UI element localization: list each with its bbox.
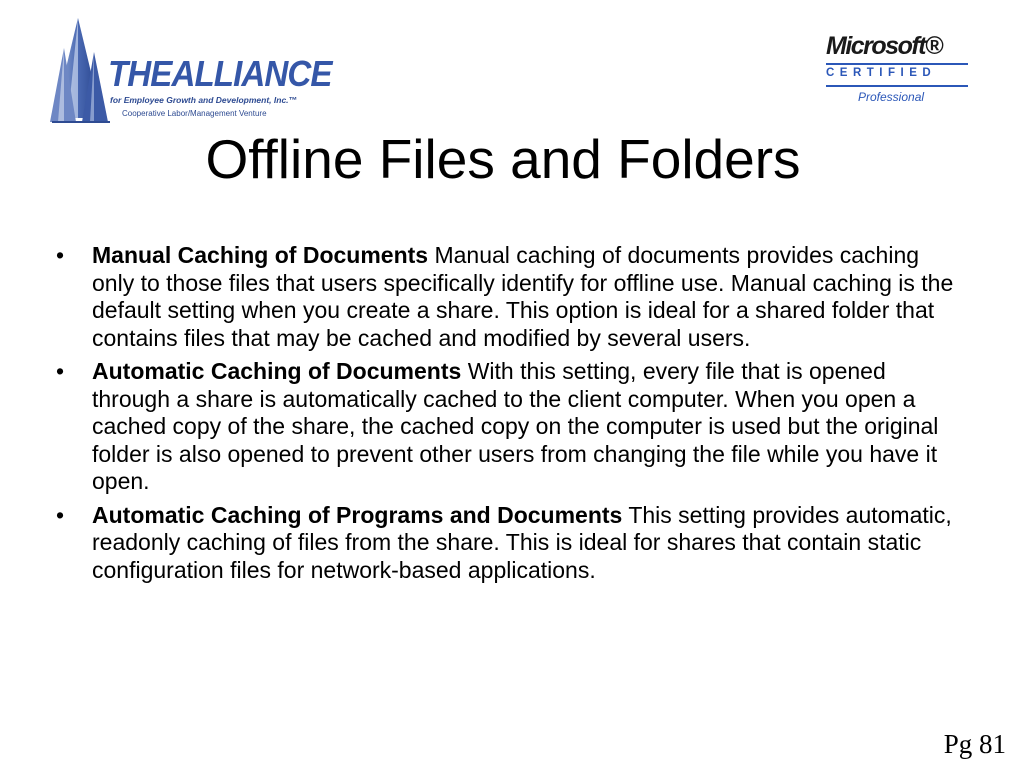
bullet-icon: • — [56, 242, 65, 268]
alliance-tagline: for Employee Growth and Development, Inc.™ — [110, 95, 298, 105]
alliance-wordmark: THEALLIANCE — [108, 53, 332, 94]
bullet-item-automatic-caching-documents — [56, 358, 956, 496]
bullet-icon: • — [56, 501, 65, 528]
certified-label: CERTIFIED — [826, 67, 937, 79]
bullet-item-manual-caching — [56, 242, 956, 352]
logo-rule-top — [826, 63, 968, 65]
bullet-list — [56, 242, 956, 590]
logo-rule-bottom — [826, 85, 968, 87]
bullet-item-automatic-caching-programs — [56, 502, 956, 585]
alliance-logo — [50, 18, 332, 126]
bullet-term: Manual Caching of Documents — [92, 242, 429, 268]
alliance-subline: Cooperative Labor/Management Venture — [122, 109, 267, 118]
bullet-term: Automatic Caching of Programs and Documents — [92, 501, 623, 528]
bullet-term: Automatic Caching of Documents — [92, 358, 462, 384]
slide-title: Offline Files and Folders — [205, 128, 801, 190]
bullet-icon: • — [56, 358, 65, 384]
bullet-text: This setting provides automatic, readonly caching of files from the share. This is ideal for shares that contain static configuration files for network-based applications. — [92, 501, 952, 583]
page-number: Pg 81 — [943, 729, 1006, 759]
professional-label: Professional — [858, 90, 925, 104]
bullet-text: Manual caching of documents provides caching only to those files that users specifically identify for offline use. Manual caching is the default setting when you create a share. This option is ideal for a shared folder that contains files that may be cached and modified by several users. — [92, 242, 954, 351]
microsoft-certified-logo — [822, 34, 974, 110]
microsoft-wordmark: Microsoft® — [826, 32, 942, 60]
bullet-text: With this setting, every file that is opened through a share is automatically cached to the client computer. When you open a cached copy of the share, the cached copy on the computer is used but the original folder is also opened to prevent other users from changing the file while you have it open. — [92, 358, 939, 494]
